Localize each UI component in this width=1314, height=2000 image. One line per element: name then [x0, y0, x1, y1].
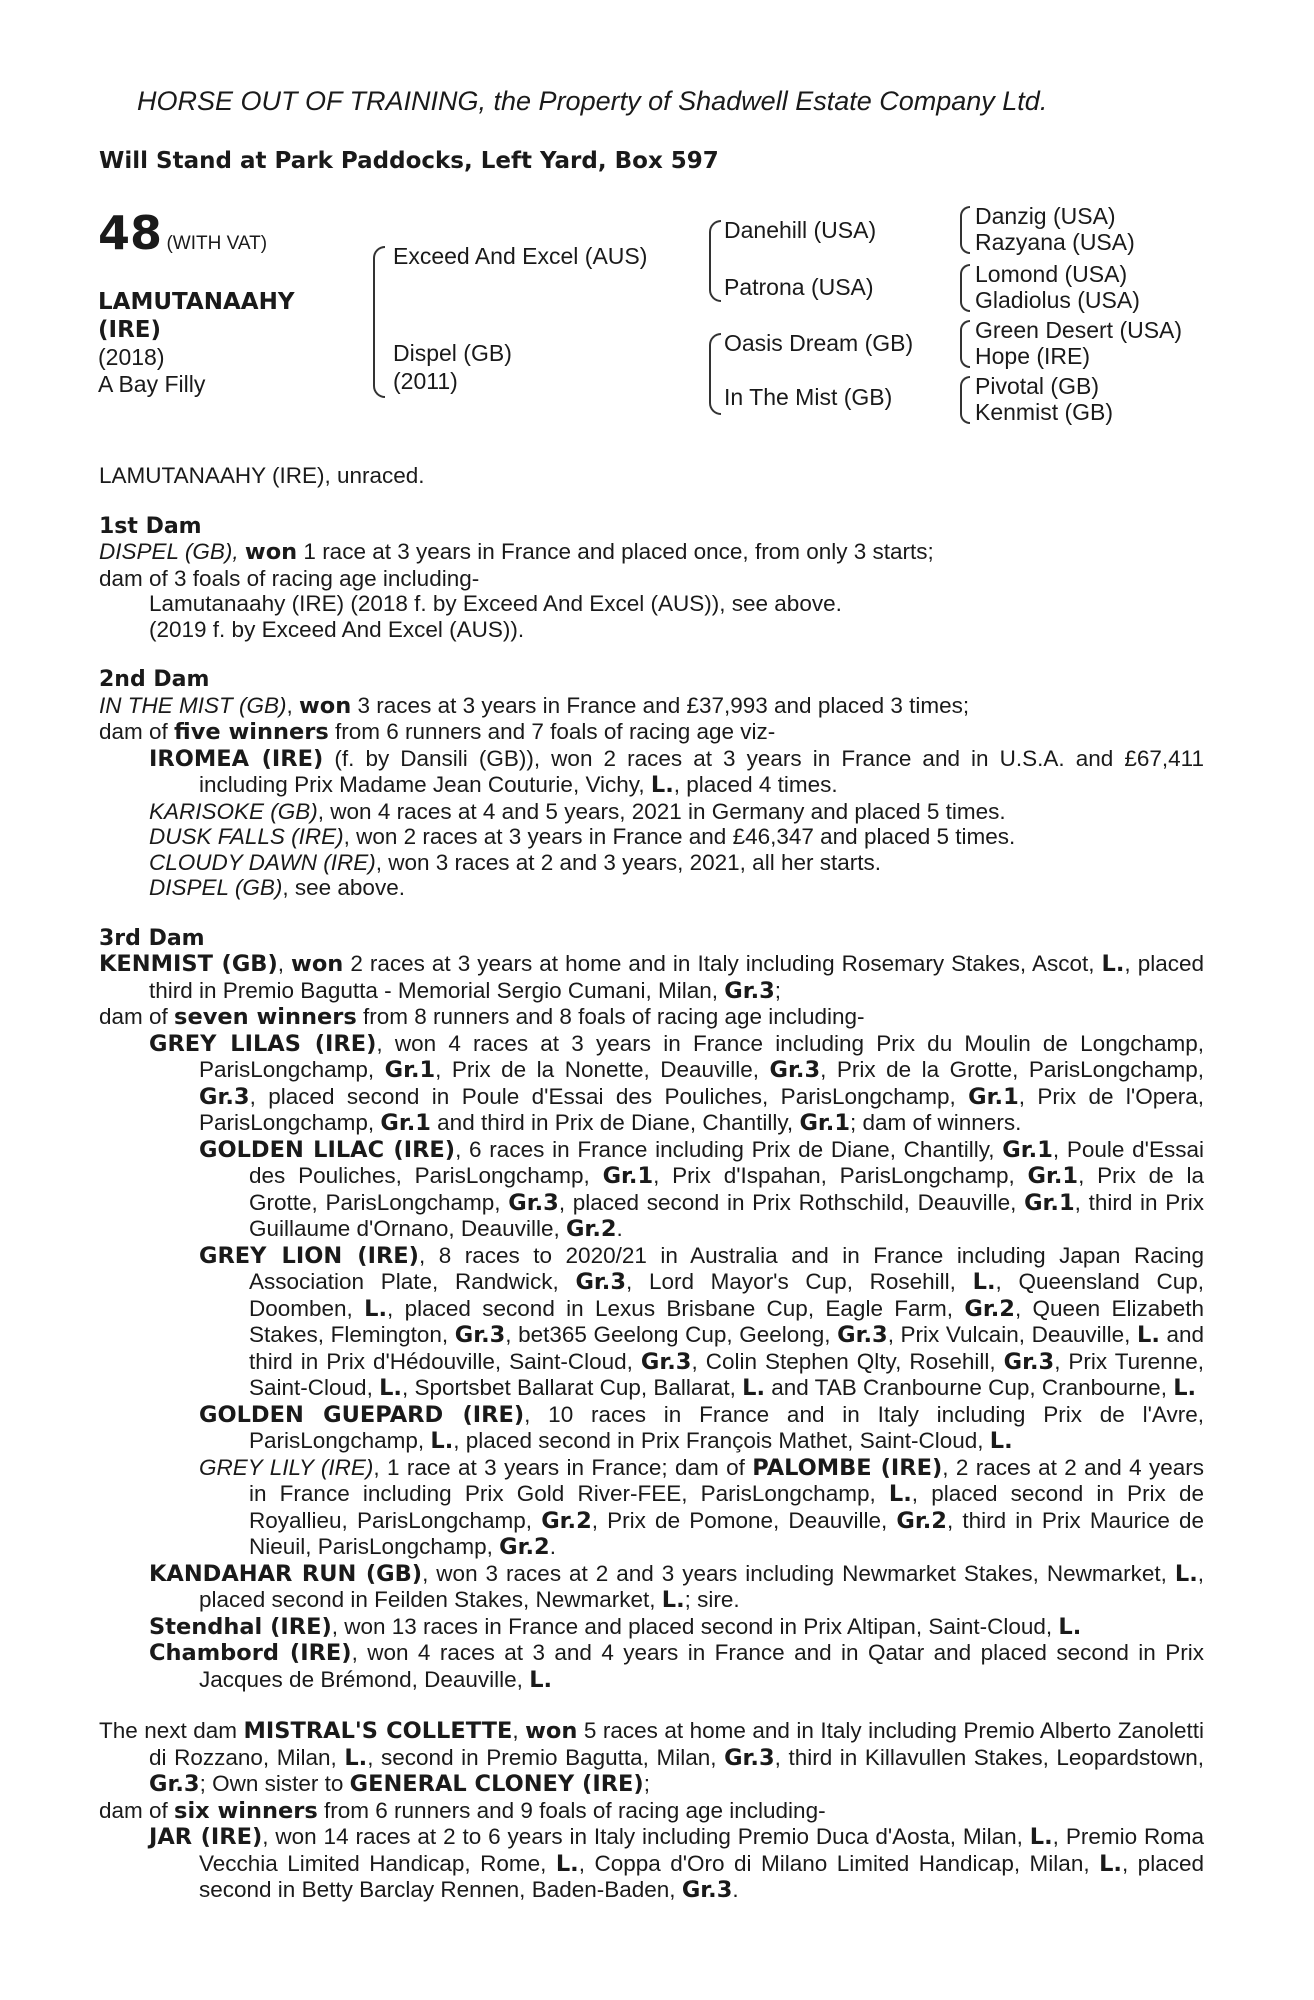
- t: ; sire.: [684, 1587, 740, 1612]
- t: and third in Prix de Diane, Chantilly,: [430, 1110, 800, 1135]
- horse-name: KANDAHAR RUN (GB): [149, 1560, 423, 1587]
- t: , 10 races in France and in Italy including Prix de l'Avre, ParisLongchamp,: [249, 1401, 1204, 1453]
- grade: L.: [1174, 1560, 1198, 1587]
- pedigree-bracket-g3d: [960, 376, 970, 424]
- next-dam-produce: [99, 1798, 1204, 1825]
- t: , third in Prix Guillaume d'Ornano, Deauville,: [249, 1189, 1204, 1241]
- t: , Prix Turenne, Saint-Cloud,: [249, 1348, 1204, 1400]
- t: , placed second in Poule d'Essai des Pouliches, ParisLongchamp,: [249, 1083, 969, 1109]
- second-dam-record: [99, 693, 1204, 720]
- horse-name: Stendhal (IRE): [149, 1613, 332, 1640]
- lot-number: 48: [98, 206, 163, 260]
- grade: Gr.3: [724, 977, 775, 1004]
- t: 2 races at 3 years at home and in Italy including Rosemary Stakes, Ascot,: [343, 951, 1102, 976]
- t: from 6 runners and 7 foals of racing age viz-: [328, 719, 776, 744]
- vat-label: (WITH VAT): [166, 233, 268, 254]
- grade: Gr.2: [565, 1216, 617, 1242]
- pedigree-dam-dam: In The Mist (GB): [724, 384, 893, 410]
- grade: L.: [364, 1295, 388, 1322]
- grade: L.: [1101, 951, 1125, 977]
- grade: Gr.1: [380, 1110, 431, 1136]
- t: , Prix de la Grotte, ParisLongchamp,: [249, 1163, 1204, 1215]
- horse-name: GENERAL CLONEY (IRE): [349, 1771, 644, 1797]
- t: , Queensland Cup, Doomben,: [249, 1269, 1204, 1321]
- horse-name: DISPEL (GB): [149, 875, 283, 900]
- grade: Gr.3: [149, 1771, 200, 1797]
- horse-year: (2018): [98, 344, 165, 370]
- t: , Colin Stephen Qlty, Rosehill,: [691, 1348, 1004, 1374]
- second-dam-heading: 2nd Dam: [99, 667, 210, 692]
- produce-grey-lilas: [99, 1031, 1204, 1137]
- t: , Prix Vulcain, Deauville,: [887, 1322, 1137, 1347]
- won-label: won: [525, 1718, 578, 1744]
- produce-karisoke: [99, 799, 1204, 825]
- pedigree-dam: Dispel (GB): [393, 340, 512, 366]
- pedigree-bracket-gen1: [373, 246, 385, 398]
- grade: L.: [1099, 1850, 1122, 1877]
- t: , bet365 Geelong Cup, Geelong,: [505, 1322, 838, 1347]
- produce-iromea: [99, 746, 1204, 799]
- t: , Coppa d'Oro di Milano Limited Handicap, Milan,: [578, 1850, 1100, 1876]
- grade: L.: [650, 772, 674, 798]
- produce-kandahar-run: [99, 1561, 1204, 1614]
- t: , won 4 races at 4 and 5 years, 2021 in Germany and placed 5 times.: [317, 798, 1006, 824]
- horse-name: GREY LILY (IRE): [199, 1454, 374, 1480]
- next-dam-record: [99, 1718, 1204, 1798]
- grade: Gr.3: [837, 1322, 888, 1348]
- grade: Gr.3: [681, 1877, 733, 1903]
- t: , won 4 races at 3 years in France including Prix du Moulin de Longchamp, ParisLongchamp,: [199, 1030, 1205, 1082]
- t: , Prix de Pomone, Deauville,: [591, 1507, 897, 1533]
- pedigree-sire-sire: Danehill (USA): [724, 217, 877, 243]
- produce-jar: [99, 1824, 1204, 1904]
- first-dam-record: [99, 539, 1204, 566]
- pedigree-sire: Exceed And Excel (AUS): [393, 243, 648, 269]
- pedigree-bracket-g3c: [960, 320, 970, 368]
- horse-name: Chambord (IRE): [149, 1640, 352, 1666]
- first-dam-foal-1: Lamutanaahy (IRE) (2018 f. by Exceed And Excel (AUS)), see above.: [149, 591, 842, 616]
- second-dam-produce: [99, 719, 1204, 746]
- t: and TAB Cranbourne Cup, Cranbourne,: [765, 1375, 1174, 1400]
- catalogue-body: [99, 463, 1204, 1904]
- pedigree-bracket-sire: [709, 220, 721, 302]
- grade: Gr.3: [454, 1322, 506, 1348]
- t: ,: [512, 1718, 526, 1743]
- pedigree-gen4-3: Lomond (USA): [975, 261, 1128, 287]
- t: , placed third in Premio Bagutta - Memorial Sergio Cumani, Milan,: [149, 951, 1205, 1003]
- t: , won 13 races in France and placed second in Prix Altipan, Saint-Cloud,: [331, 1613, 1059, 1639]
- grade: L.: [1029, 1824, 1053, 1850]
- t: .: [549, 1534, 556, 1559]
- grade: L.: [742, 1375, 766, 1401]
- third-dam-produce: [99, 1004, 1204, 1031]
- grade: L.: [1058, 1613, 1082, 1640]
- horse-details: [98, 288, 294, 398]
- pedigree-gen4-4: Gladiolus (USA): [975, 287, 1140, 313]
- grade: L.: [344, 1744, 368, 1771]
- t: , placed second in Lexus Brisbane Cup, Eagle Farm,: [387, 1295, 965, 1321]
- horse-name: DUSK FALLS (IRE): [149, 824, 344, 849]
- produce-golden-lilac: [99, 1137, 1204, 1243]
- t: , Prix d'Ispahan, ParisLongchamp,: [653, 1163, 1028, 1188]
- record-text: 1 race at 3 years in France and placed once, from only 3 starts;: [297, 539, 934, 564]
- won-label: won: [299, 692, 352, 719]
- t: .: [616, 1216, 623, 1241]
- grade: Gr.3: [640, 1348, 692, 1375]
- lot-number-block: [98, 206, 268, 260]
- grade: L.: [555, 1850, 579, 1877]
- grade: Gr.1: [1027, 1163, 1079, 1189]
- pedigree-sire-dam: Patrona (USA): [724, 274, 874, 300]
- t: , won 3 races at 2 and 3 years, 2021, all her starts.: [375, 849, 881, 875]
- t: The next dam: [99, 1718, 244, 1743]
- horse-description: A Bay Filly: [98, 371, 206, 397]
- t: , third in Prix Maurice de Nieuil, ParisLongchamp,: [249, 1507, 1205, 1559]
- produce-grey-lily: [99, 1455, 1204, 1561]
- pedigree-dam-sire: Oasis Dream (GB): [724, 330, 914, 356]
- t: , 8 races to 2020/21 in Australia and in France including Japan Racing Association Plate, Randwick,: [249, 1242, 1204, 1294]
- grade: Gr.3: [724, 1744, 775, 1771]
- grade: Gr.1: [384, 1057, 436, 1083]
- pedigree-gen4-6: Hope (IRE): [975, 343, 1091, 369]
- horse-name: KARISOKE (GB): [149, 798, 318, 824]
- sep: ,: [286, 692, 300, 718]
- produce-grey-lion: [99, 1243, 1204, 1402]
- grade: Gr.1: [1002, 1136, 1053, 1163]
- t: , see above.: [282, 875, 405, 900]
- second-dam-name: IN THE MIST (GB): [99, 692, 287, 718]
- grade: L.: [972, 1269, 996, 1295]
- t: from 6 runners and 9 foals of racing age including-: [317, 1797, 826, 1823]
- t: (f. by Dansili (GB)), won 2 races at 3 years in France and in U.S.A. and £67,411 including Prix Madame Jean Couturie, Vichy,: [199, 745, 1204, 797]
- t: , placed second in Prix François Mathet, Saint-Cloud,: [453, 1428, 990, 1453]
- grade: L.: [661, 1587, 685, 1613]
- grade: Gr.2: [896, 1507, 947, 1534]
- won-label: won: [244, 539, 298, 565]
- grade: L.: [529, 1666, 553, 1693]
- grade: Gr.2: [499, 1534, 550, 1560]
- t: , Prix de la Nonette, Deauville,: [435, 1057, 770, 1082]
- t: , placed second in Prix de Royallieu, ParisLongchamp,: [249, 1481, 1204, 1533]
- t: , won 14 races at 2 to 6 years in Italy including Premio Duca d'Aosta, Milan,: [262, 1824, 1030, 1849]
- horse-name: PALOMBE (IRE): [752, 1454, 943, 1481]
- horse-name: GOLDEN LILAC (IRE): [199, 1136, 456, 1163]
- t: , won 4 races at 3 and 4 years in France and in Qatar and placed second in Prix Jacques de Brémond, Deauville,: [199, 1640, 1204, 1692]
- intro-line: LAMUTANAAHY (IRE), unraced.: [99, 463, 425, 488]
- t: , third in Killavullen Stakes, Leopardstown,: [774, 1744, 1204, 1770]
- t: dam of: [99, 719, 175, 744]
- t: from 8 runners and 8 foals of racing age including-: [356, 1004, 865, 1029]
- pedigree-bracket-g3a: [960, 206, 970, 254]
- pedigree-gen4-5: Green Desert (USA): [975, 317, 1183, 343]
- grade: Gr.2: [541, 1507, 592, 1534]
- stand-location: Will Stand at Park Paddocks, Left Yard, Box 597: [99, 148, 719, 174]
- third-dam-record: [99, 951, 1204, 1004]
- horse-name: GREY LILAS (IRE): [149, 1030, 377, 1057]
- t: , Lord Mayor's Cup, Rosehill,: [626, 1269, 973, 1294]
- third-dam-heading: 3rd Dam: [99, 925, 205, 951]
- page-title: HORSE OUT OF TRAINING, the Property of Shadwell Estate Company Ltd.: [137, 86, 1048, 116]
- grade: Gr.3: [769, 1057, 821, 1083]
- t: , placed second in Betty Barclay Rennen, Baden-Baden,: [199, 1850, 1204, 1902]
- grade: Gr.1: [968, 1083, 1019, 1110]
- t: , 6 races in France including Prix de Diane, Chantilly,: [455, 1136, 1003, 1162]
- horse-name: GREY LION (IRE): [199, 1242, 419, 1269]
- t: ;: [774, 977, 782, 1003]
- grade: Gr.3: [1003, 1348, 1055, 1375]
- pedigree-dam-year: (2011): [393, 368, 458, 394]
- grade: Gr.3: [508, 1189, 559, 1216]
- produce-dispel: [99, 875, 1204, 901]
- t: , Queen Elizabeth Stakes, Flemington,: [249, 1295, 1204, 1347]
- winners-count: seven winners: [174, 1004, 357, 1030]
- t: , Poule d'Essai des Pouliches, ParisLongchamp,: [249, 1136, 1204, 1188]
- first-dam-heading: 1st Dam: [99, 513, 202, 539]
- horse-name: LAMUTANAAHY: [98, 289, 295, 315]
- first-dam-name: DISPEL (GB),: [99, 539, 239, 564]
- first-dam-produce: dam of 3 foals of racing age including-: [99, 565, 480, 591]
- t: , placed 4 times.: [673, 772, 838, 797]
- t: , 2 races at 2 and 4 years in France including Prix Gold River-FEE, ParisLongchamp,: [249, 1454, 1204, 1506]
- grade: L.: [379, 1375, 402, 1401]
- pedigree-gen4-7: Pivotal (GB): [975, 373, 1099, 399]
- produce-stendhal: [99, 1614, 1204, 1641]
- grade: L.: [888, 1481, 912, 1507]
- t: dam of: [99, 1797, 175, 1823]
- t: 5 races at home and in Italy including Premio Alberto Zanoletti di Rozzano, Milan,: [149, 1718, 1204, 1770]
- t: ; Own sister to: [199, 1771, 350, 1796]
- pedigree-gen4-2: Razyana (USA): [975, 229, 1135, 255]
- grade: L.: [430, 1428, 454, 1454]
- grade: Gr.1: [1024, 1189, 1075, 1216]
- pedigree-gen4-1: Danzig (USA): [975, 203, 1116, 229]
- winners-count: five winners: [174, 719, 329, 745]
- grade: L.: [1173, 1375, 1197, 1401]
- first-dam-foal-2: (2019 f. by Exceed And Excel (AUS)).: [149, 616, 525, 642]
- t: .: [732, 1877, 739, 1902]
- produce-cloudy-dawn: [99, 850, 1204, 876]
- pedigree-bracket-g3b: [960, 264, 970, 312]
- t: ; dam of winners.: [850, 1110, 1022, 1135]
- t: , Premio Roma Vecchia Limited Handicap, Rome,: [199, 1824, 1205, 1876]
- next-dam-name: MISTRAL'S COLLETTE: [243, 1718, 513, 1744]
- t: , placed second in Feilden Stakes, Newmarket,: [199, 1560, 1205, 1612]
- record-text: 3 races at 3 years in France and £37,993 and placed 3 times;: [351, 692, 970, 718]
- t: , Prix de l'Opera, ParisLongchamp,: [199, 1083, 1204, 1135]
- t: ,: [277, 951, 292, 976]
- t: and third in Prix d'Hédouville, Saint-Cloud,: [249, 1322, 1204, 1374]
- third-dam-name: KENMIST (GB): [99, 951, 278, 977]
- grade: L.: [989, 1428, 1013, 1454]
- won-label: won: [291, 951, 344, 977]
- pedigree-bracket-dam: [709, 333, 721, 415]
- t: , won 3 races at 2 and 3 years including Newmarket Stakes, Newmarket,: [422, 1560, 1175, 1586]
- grade: Gr.3: [199, 1083, 250, 1110]
- grade: Gr.2: [964, 1295, 1015, 1322]
- horse-name: GOLDEN GUEPARD (IRE): [199, 1401, 525, 1428]
- produce-dusk-falls: [99, 824, 1204, 850]
- t: , second in Premio Bagutta, Milan,: [367, 1744, 725, 1770]
- horse-suffix: (IRE): [98, 317, 162, 343]
- t: dam of: [99, 1004, 175, 1029]
- horse-name: JAR (IRE): [149, 1824, 263, 1850]
- grade: Gr.1: [799, 1110, 850, 1136]
- produce-chambord: [99, 1640, 1204, 1693]
- t: , Sportsbet Ballarat Cup, Ballarat,: [401, 1375, 743, 1400]
- pedigree-gen4-8: Kenmist (GB): [975, 399, 1114, 425]
- t: ;: [643, 1771, 650, 1796]
- grade: L.: [1136, 1322, 1160, 1348]
- t: , 1 race at 3 years in France; dam of: [373, 1454, 753, 1480]
- winners-count: six winners: [174, 1797, 318, 1824]
- grade: Gr.3: [575, 1269, 627, 1295]
- produce-golden-guepard: [99, 1402, 1204, 1455]
- t: , placed second in Prix Rothschild, Deauville,: [558, 1189, 1025, 1215]
- horse-name: CLOUDY DAWN (IRE): [149, 849, 376, 875]
- t: , won 2 races at 3 years in France and £46,347 and placed 5 times.: [343, 824, 1016, 849]
- grade: Gr.1: [602, 1163, 654, 1189]
- horse-name: IROMEA (IRE): [149, 745, 324, 772]
- t: , Prix de la Grotte, ParisLongchamp,: [820, 1057, 1205, 1082]
